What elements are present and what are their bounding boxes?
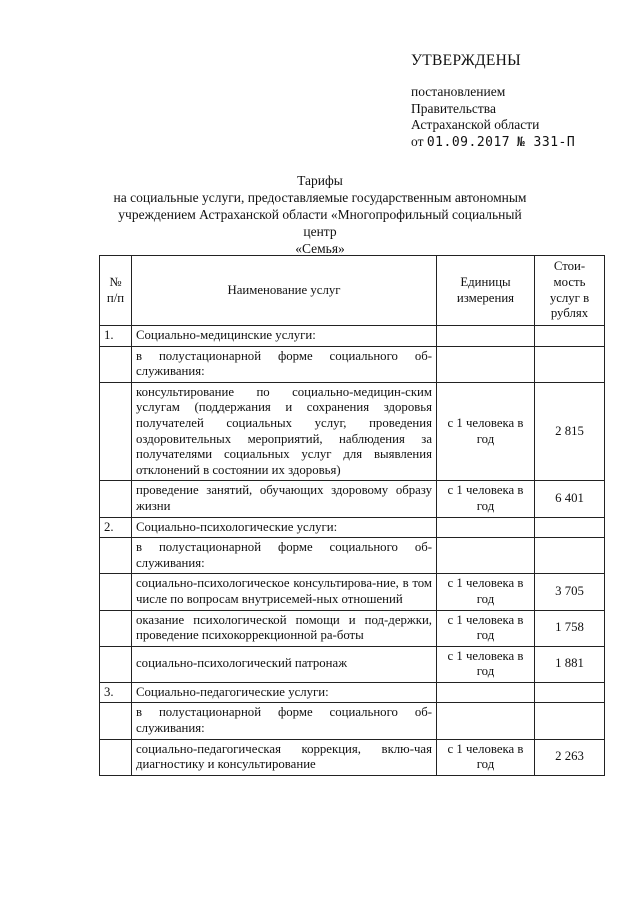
cell-name: социально-психологический патронаж xyxy=(132,646,437,682)
cell-name: Социально-медицинские услуги: xyxy=(132,326,437,347)
cell-name: проведение занятий, обучающих здоровому образу жизни xyxy=(132,481,437,517)
table-row xyxy=(100,646,605,682)
cell-name: в полустационарной форме социального об-служивания: xyxy=(132,703,437,739)
table-row xyxy=(100,481,605,517)
cell-unit xyxy=(437,346,535,382)
cell-unit: с 1 человека в год xyxy=(437,382,535,481)
approval-line-3: Астраханской области xyxy=(411,117,540,132)
table-row xyxy=(100,346,605,382)
header-num: № п/п xyxy=(100,256,132,326)
cell-price xyxy=(535,346,605,382)
tariff-table xyxy=(99,255,605,776)
table-row xyxy=(100,682,605,703)
cell-num: 3. xyxy=(100,682,132,703)
title-line-4: «Семья» xyxy=(295,241,345,256)
cell-unit: с 1 человека в год xyxy=(437,481,535,517)
cell-num: 1. xyxy=(100,326,132,347)
table-row xyxy=(100,538,605,574)
cell-price: 2 815 xyxy=(535,382,605,481)
cell-unit xyxy=(437,538,535,574)
cell-num xyxy=(100,703,132,739)
approval-number: № 331-П xyxy=(516,134,576,150)
cell-price: 1 758 xyxy=(535,610,605,646)
cell-num xyxy=(100,610,132,646)
cell-price: 2 263 xyxy=(535,739,605,775)
approval-prefix: от xyxy=(411,133,424,149)
cell-name: Социально-психологические услуги: xyxy=(132,517,437,538)
table-row xyxy=(100,574,605,610)
cell-unit xyxy=(437,326,535,347)
cell-name: социально-психологическое консультирова-ние, в том числе по вопросам внутрисемей-ных отношений xyxy=(132,574,437,610)
cell-price: 1 881 xyxy=(535,646,605,682)
cell-num xyxy=(100,646,132,682)
table-header-row xyxy=(100,256,605,326)
cell-price xyxy=(535,682,605,703)
cell-unit xyxy=(437,517,535,538)
cell-name: в полустационарной форме социального об-служивания: xyxy=(132,346,437,382)
title-line-2: на социальные услуги, предоставляемые государственным автономным xyxy=(113,190,527,205)
cell-name: в полустационарной форме социального об-служивания: xyxy=(132,538,437,574)
approval-date: 01.09.2017 xyxy=(426,134,511,150)
cell-unit xyxy=(437,682,535,703)
cell-num xyxy=(100,481,132,517)
document-title xyxy=(100,172,540,257)
title-line-3: учреждением Астраханской области «Многопрофильный социальный центр xyxy=(118,207,522,239)
cell-num xyxy=(100,382,132,481)
title-line-1: Тарифы xyxy=(297,173,343,188)
header-price: Стои-мость услуг в рублях xyxy=(535,256,605,326)
approval-block xyxy=(411,52,631,151)
table-row xyxy=(100,610,605,646)
cell-unit: с 1 человека в год xyxy=(437,574,535,610)
table-row xyxy=(100,739,605,775)
table-row xyxy=(100,382,605,481)
approval-date-line xyxy=(411,134,631,152)
cell-price xyxy=(535,517,605,538)
cell-price: 6 401 xyxy=(535,481,605,517)
cell-name: оказание психологической помощи и под-держки, проведение психокоррекционной ра-боты xyxy=(132,610,437,646)
table-row xyxy=(100,703,605,739)
cell-price xyxy=(535,703,605,739)
cell-num xyxy=(100,739,132,775)
cell-name: социально-педагогическая коррекция, вклю-чая диагностику и консультирование xyxy=(132,739,437,775)
cell-price xyxy=(535,326,605,347)
cell-price: 3 705 xyxy=(535,574,605,610)
header-unit: Единицы измерения xyxy=(437,256,535,326)
cell-unit xyxy=(437,703,535,739)
approval-line-1: постановлением xyxy=(411,84,506,99)
cell-name: консультирование по социально-медицин-ским услугам (поддержания и сохранения здоровья получателей социальных услуг, проведения оздоровительных мероприятий, наблюдения за получателями социальных услуг для выявления отклонений в состоянии их здоровья) xyxy=(132,382,437,481)
cell-num xyxy=(100,538,132,574)
cell-num: 2. xyxy=(100,517,132,538)
approval-line-2: Правительства xyxy=(411,100,496,116)
approval-heading: УТВЕРЖДЕНЫ xyxy=(411,52,521,69)
cell-unit: с 1 человека в год xyxy=(437,739,535,775)
cell-unit: с 1 человека в год xyxy=(437,646,535,682)
cell-num xyxy=(100,574,132,610)
cell-unit: с 1 человека в год xyxy=(437,610,535,646)
table-row xyxy=(100,517,605,538)
cell-num xyxy=(100,346,132,382)
header-name: Наименование услуг xyxy=(132,256,437,326)
cell-name: Социально-педагогические услуги: xyxy=(132,682,437,703)
table-row xyxy=(100,326,605,347)
cell-price xyxy=(535,538,605,574)
